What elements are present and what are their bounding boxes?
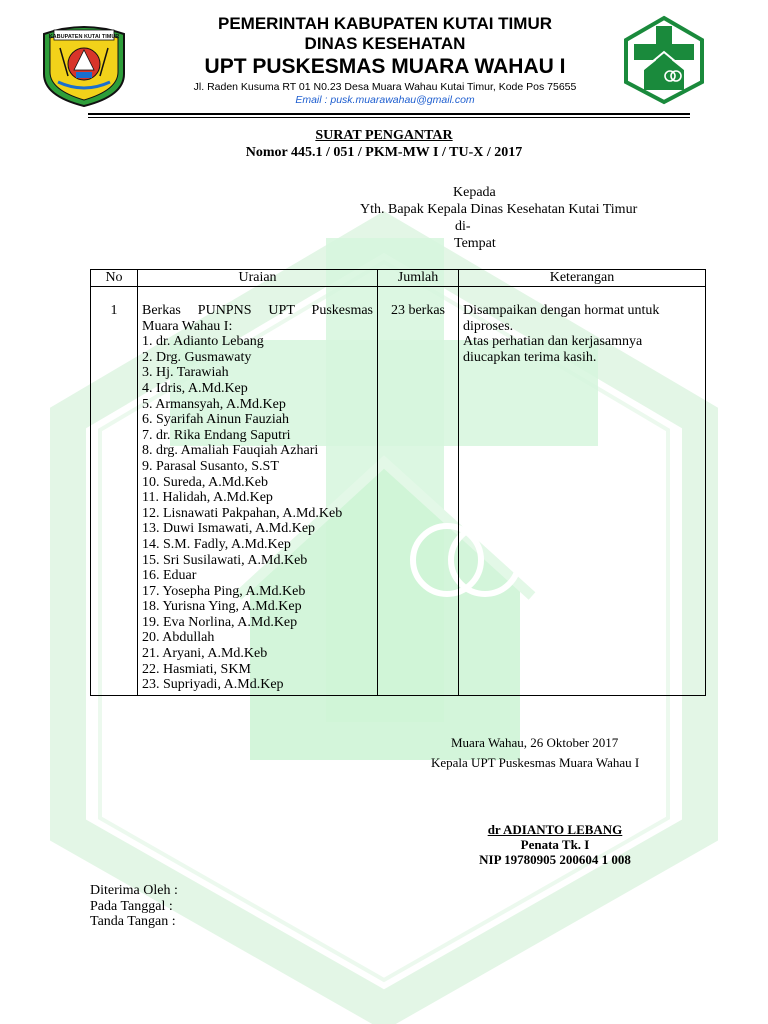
list-item: 13. Duwi Ismawati, A.Md.Kep — [142, 521, 316, 537]
list-item: 15. Sri Susilawati, A.Md.Keb — [142, 552, 308, 568]
institution-address: Jl. Raden Kusuma RT 01 N0.23 Desa Muara Wahau Kutai Timur, Kode Pos 75655 — [193, 81, 577, 93]
addressee-tempat: Tempat — [454, 236, 496, 251]
list-item: 2. Drg. Gusmawaty — [142, 349, 252, 365]
list-item: 20. Abdullah — [142, 630, 215, 646]
letterhead — [150, 14, 620, 106]
table-header-row — [91, 270, 706, 287]
list-item: 5. Armansyah, A.Md.Kep — [142, 396, 286, 412]
keterangan-line: Disampaikan dengan hormat untuk — [463, 303, 660, 318]
received-signature-label: Tanda Tangan : — [90, 914, 176, 929]
received-date-label: Pada Tanggal : — [90, 898, 173, 914]
list-item: 21. Aryani, A.Md.Keb — [142, 646, 268, 662]
place-date: Muara Wahau, 26 Oktober 2017 — [451, 735, 619, 750]
list-item: 7. dr. Rika Endang Saputri — [142, 427, 291, 443]
row-keterangan — [459, 287, 706, 696]
uraian-intro-line2: Muara Wahau I: — [142, 318, 233, 334]
addressee-kepada: Kepada — [453, 185, 496, 200]
addressee-di: di- — [455, 219, 471, 234]
keterangan-line: Atas perhatian dan kerjasamnya — [463, 334, 643, 350]
list-item: 22. Hasmiati, SKM — [142, 661, 251, 677]
row-uraian — [138, 287, 378, 696]
list-item: 16. Eduar — [142, 568, 197, 584]
uraian-intro-line1: Berkas PUNPNS UPT Puskesmas — [142, 303, 373, 318]
keterangan-line: diproses. — [463, 318, 514, 334]
logo-left-label: KABUPATEN KUTAI TIMUR — [48, 34, 120, 40]
header-jumlah: Jumlah — [378, 270, 459, 287]
list-item: 8. drg. Amaliah Fauqiah Azhari — [142, 443, 319, 459]
header-uraian: Uraian — [138, 270, 378, 287]
list-item: 11. Halidah, A.Md.Kep — [142, 490, 273, 506]
header-no: No — [91, 270, 138, 287]
header-rule-thin — [88, 117, 690, 118]
signer-nip: NIP 19780905 200604 1 008 — [479, 852, 631, 867]
received-by-label: Diterima Oleh : — [90, 883, 178, 898]
list-item: 10. Sureda, A.Md.Keb — [142, 474, 268, 490]
header-keterangan: Keterangan — [459, 270, 706, 287]
institution-email: Email : pusk.muarawahau@gmail.com — [295, 94, 475, 106]
list-item: 12. Lisnawati Pakpahan, A.Md.Keb — [142, 505, 343, 521]
header-rule-thick — [88, 113, 690, 115]
institution-name: UPT PUSKESMAS MUARA WAHAU I — [204, 55, 566, 78]
signature-block — [430, 822, 680, 867]
government-name: PEMERINTAH KABUPATEN KUTAI TIMUR — [218, 14, 552, 33]
list-item: 23. Supriyadi, A.Md.Kep — [142, 677, 284, 693]
kutai-timur-regency-logo — [38, 20, 130, 108]
list-item: 1. dr. Adianto Lebang — [142, 334, 264, 350]
document-table — [90, 269, 706, 696]
row-jumlah: 23 berkas — [378, 287, 459, 696]
list-item: 17. Yosepha Ping, A.Md.Keb — [142, 583, 306, 599]
table-row — [91, 287, 706, 696]
employee-list — [142, 334, 373, 693]
signer-position: Kepala UPT Puskesmas Muara Wahau I — [431, 755, 640, 770]
signer-name: dr ADIANTO LEBANG — [487, 822, 623, 837]
receipt-block — [90, 883, 178, 930]
keterangan-line: diucapkan terima kasih. — [463, 349, 597, 365]
department-name: DINAS KESEHATAN — [304, 34, 466, 53]
list-item: 3. Hj. Tarawiah — [142, 365, 229, 381]
row-number: 1 — [91, 287, 138, 696]
list-item: 4. Idris, A.Md.Kep — [142, 380, 248, 396]
letter-title: SURAT PENGANTAR — [315, 128, 453, 143]
addressee-yth: Yth. Bapak Kepala Dinas Kesehatan Kutai Timur — [360, 202, 638, 217]
list-item: 14. S.M. Fadly, A.Md.Kep — [142, 536, 291, 552]
list-item: 18. Yurisna Ying, A.Md.Kep — [142, 599, 302, 615]
list-item: 6. Syarifah Ainun Fauziah — [142, 412, 289, 428]
letter-number: Nomor 445.1 / 051 / PKM-MW I / TU-X / 2017 — [245, 145, 523, 160]
list-item: 19. Eva Norlina, A.Md.Kep — [142, 614, 298, 630]
list-item: 9. Parasal Susanto, S.ST — [142, 458, 279, 474]
signer-rank: Penata Tk. I — [520, 837, 590, 852]
puskesmas-logo — [618, 14, 710, 106]
